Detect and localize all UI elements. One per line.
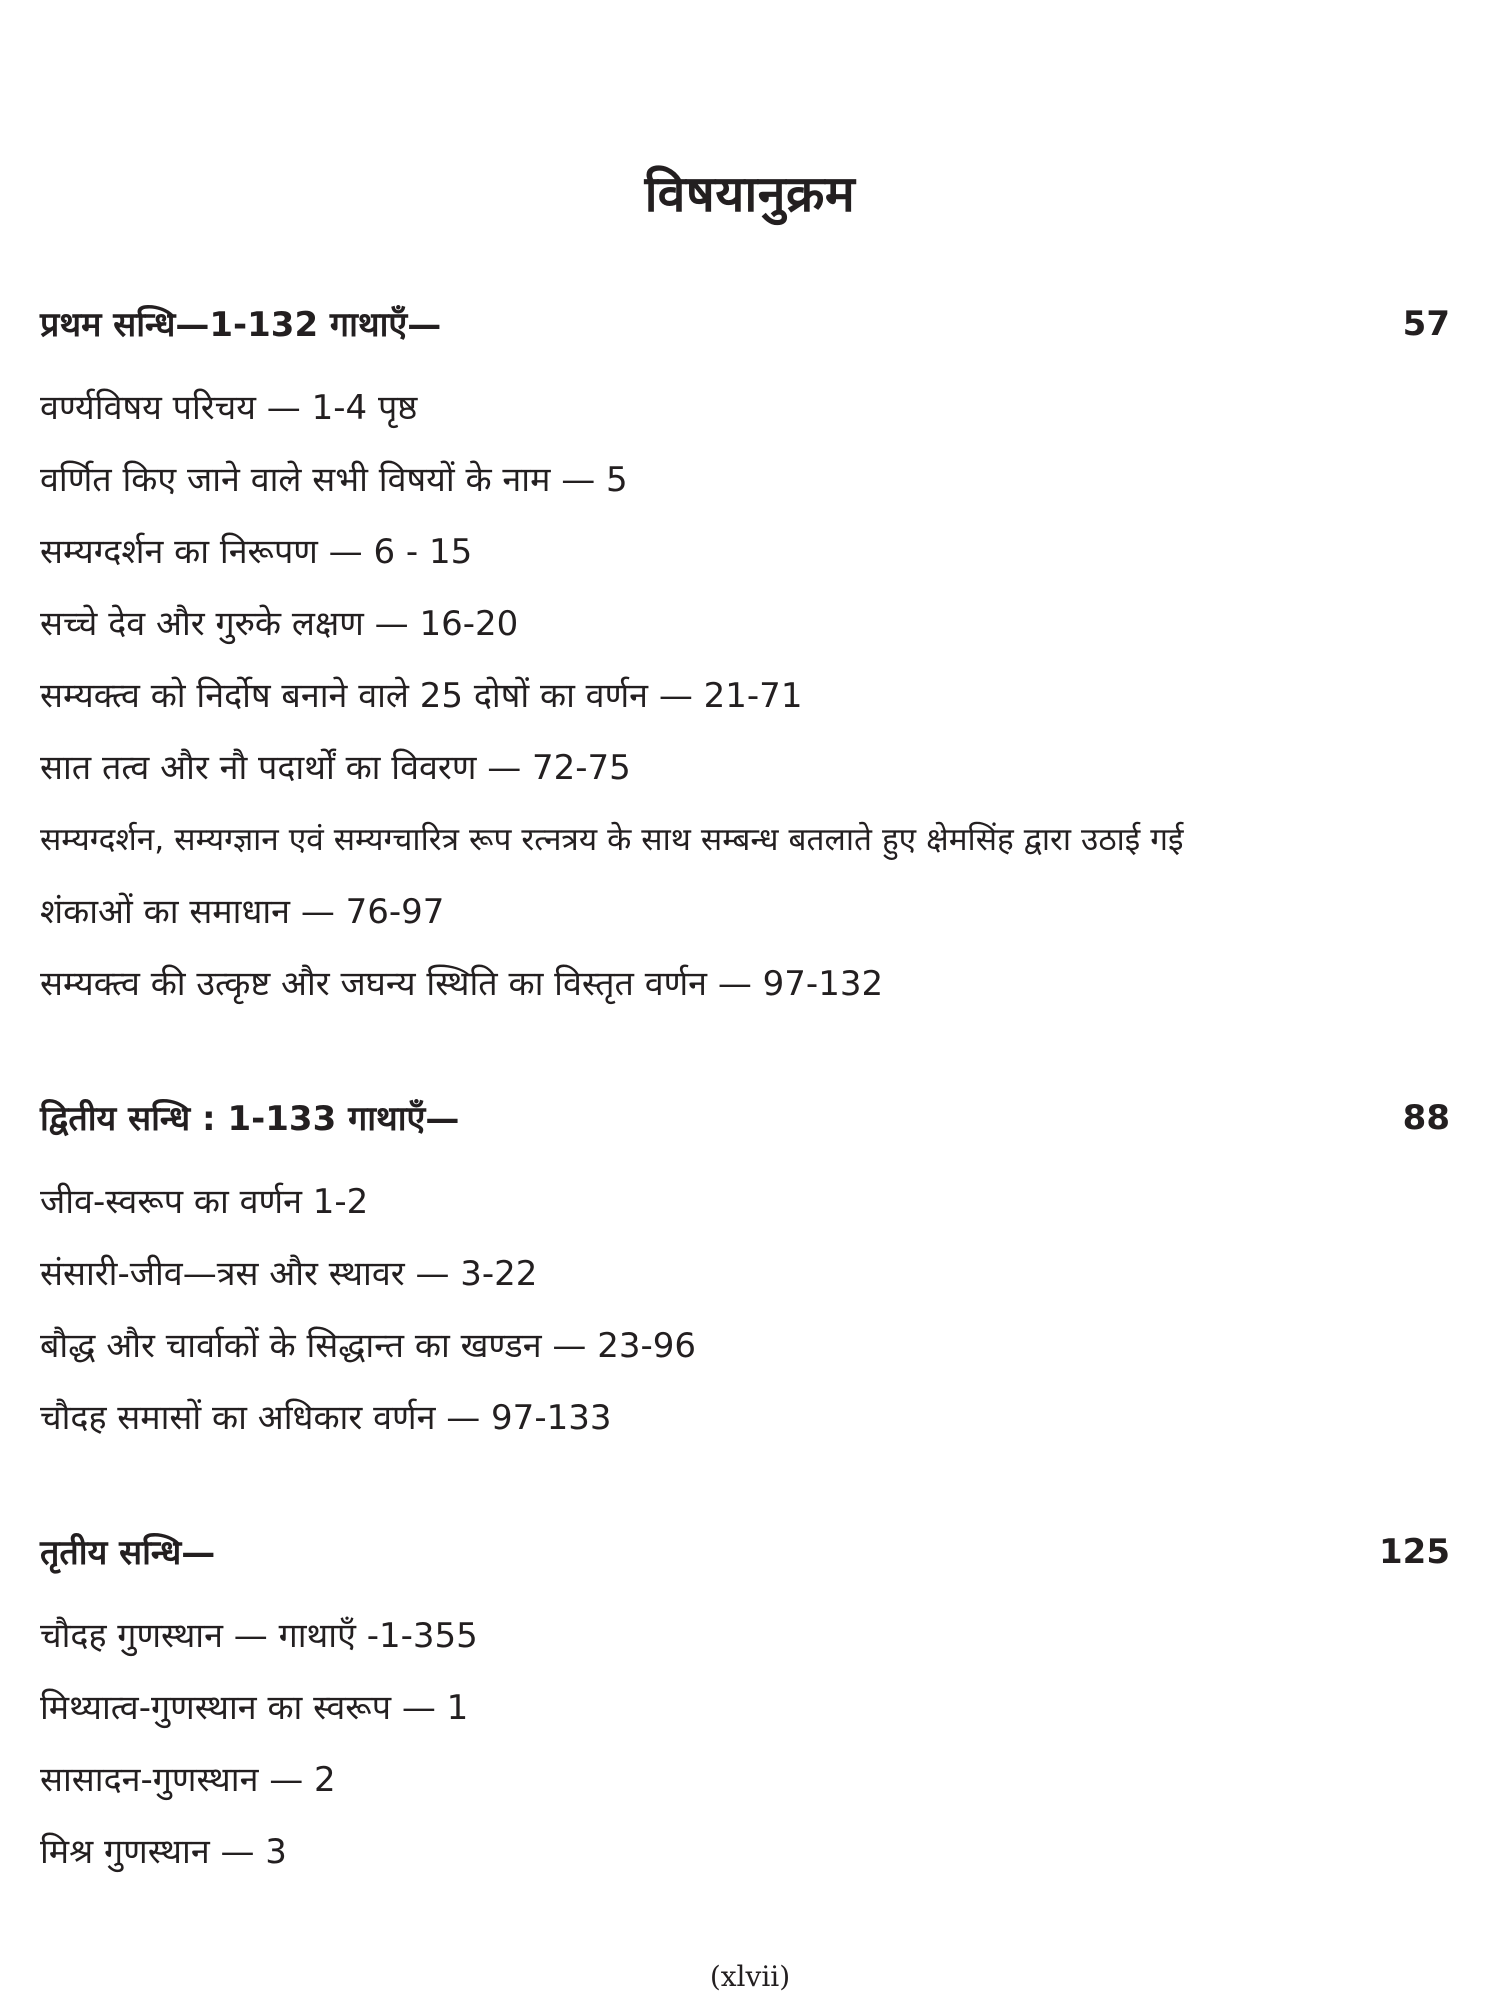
toc-entry: संसारी-जीव—त्रस और स्थावर — 3-22 bbox=[40, 1254, 538, 1294]
section-header bbox=[40, 1528, 1460, 1600]
section-1 bbox=[40, 300, 1460, 1020]
toc-entry: सच्चे देव और गुरुके लक्षण — 16-20 bbox=[40, 604, 519, 644]
toc-entry: चौदह गुणस्थान — गाथाएँ -1-355 bbox=[40, 1616, 478, 1656]
toc-entry: सम्यग्दर्शन का निरूपण — 6 - 15 bbox=[40, 532, 473, 572]
toc-entry: जीव-स्वरूप का वर्णन 1-2 bbox=[40, 1182, 369, 1222]
toc-entry: वर्ण्यविषय परिचय — 1-4 पृष्ठ bbox=[40, 388, 418, 428]
toc-entry: मिश्र गुणस्थान — 3 bbox=[40, 1832, 287, 1872]
toc-entry: सम्यक्त्व की उत्कृष्ट और जघन्य स्थिति का विस्तृत वर्णन — 97-132 bbox=[40, 964, 884, 1004]
section-heading: द्वितीय सन्धि : 1-133 गाथाएँ— bbox=[40, 1099, 460, 1139]
section-header bbox=[40, 300, 1460, 372]
section-header bbox=[40, 1094, 1460, 1166]
page-title: विषयानुक्रम bbox=[644, 165, 856, 223]
toc-entry: चौदह समासों का अधिकार वर्णन — 97-133 bbox=[40, 1398, 612, 1438]
section-page-number: 88 bbox=[1402, 1098, 1450, 1138]
toc-entry: शंकाओं का समाधान — 76-97 bbox=[40, 892, 445, 932]
page-number-footer: (xlvii) bbox=[709, 1960, 791, 1993]
section-heading: प्रथम सन्धि—1-132 गाथाएँ— bbox=[40, 305, 442, 345]
toc-entry: सात तत्व और नौ पदार्थों का विवरण — 72-75 bbox=[40, 748, 631, 788]
toc-entry: मिथ्यात्व-गुणस्थान का स्वरूप — 1 bbox=[40, 1688, 469, 1728]
section-page-number: 57 bbox=[1402, 304, 1450, 344]
toc-entry: सम्यक्त्व को निर्दोष बनाने वाले 25 दोषों का वर्णन — 21-71 bbox=[40, 676, 803, 716]
section-2 bbox=[40, 1094, 1460, 1454]
toc-entry: सासादन-गुणस्थान — 2 bbox=[40, 1760, 336, 1800]
section-page-number: 125 bbox=[1379, 1532, 1450, 1572]
section-heading: तृतीय सन्धि— bbox=[40, 1533, 216, 1573]
toc-entry: बौद्ध और चार्वाकों के सिद्धान्त का खण्डन — 23-96 bbox=[40, 1326, 697, 1366]
toc-entry: सम्यग्दर्शन, सम्यग्ज्ञान एवं सम्यग्चारित्र रूप रत्नत्रय के साथ सम्बन्ध बतलाते हुए क्षेमसिंह द्वारा उठाई गई bbox=[40, 822, 1184, 858]
toc-entry: वर्णित किए जाने वाले सभी विषयों के नाम — 5 bbox=[40, 460, 628, 500]
section-3 bbox=[40, 1528, 1460, 1888]
